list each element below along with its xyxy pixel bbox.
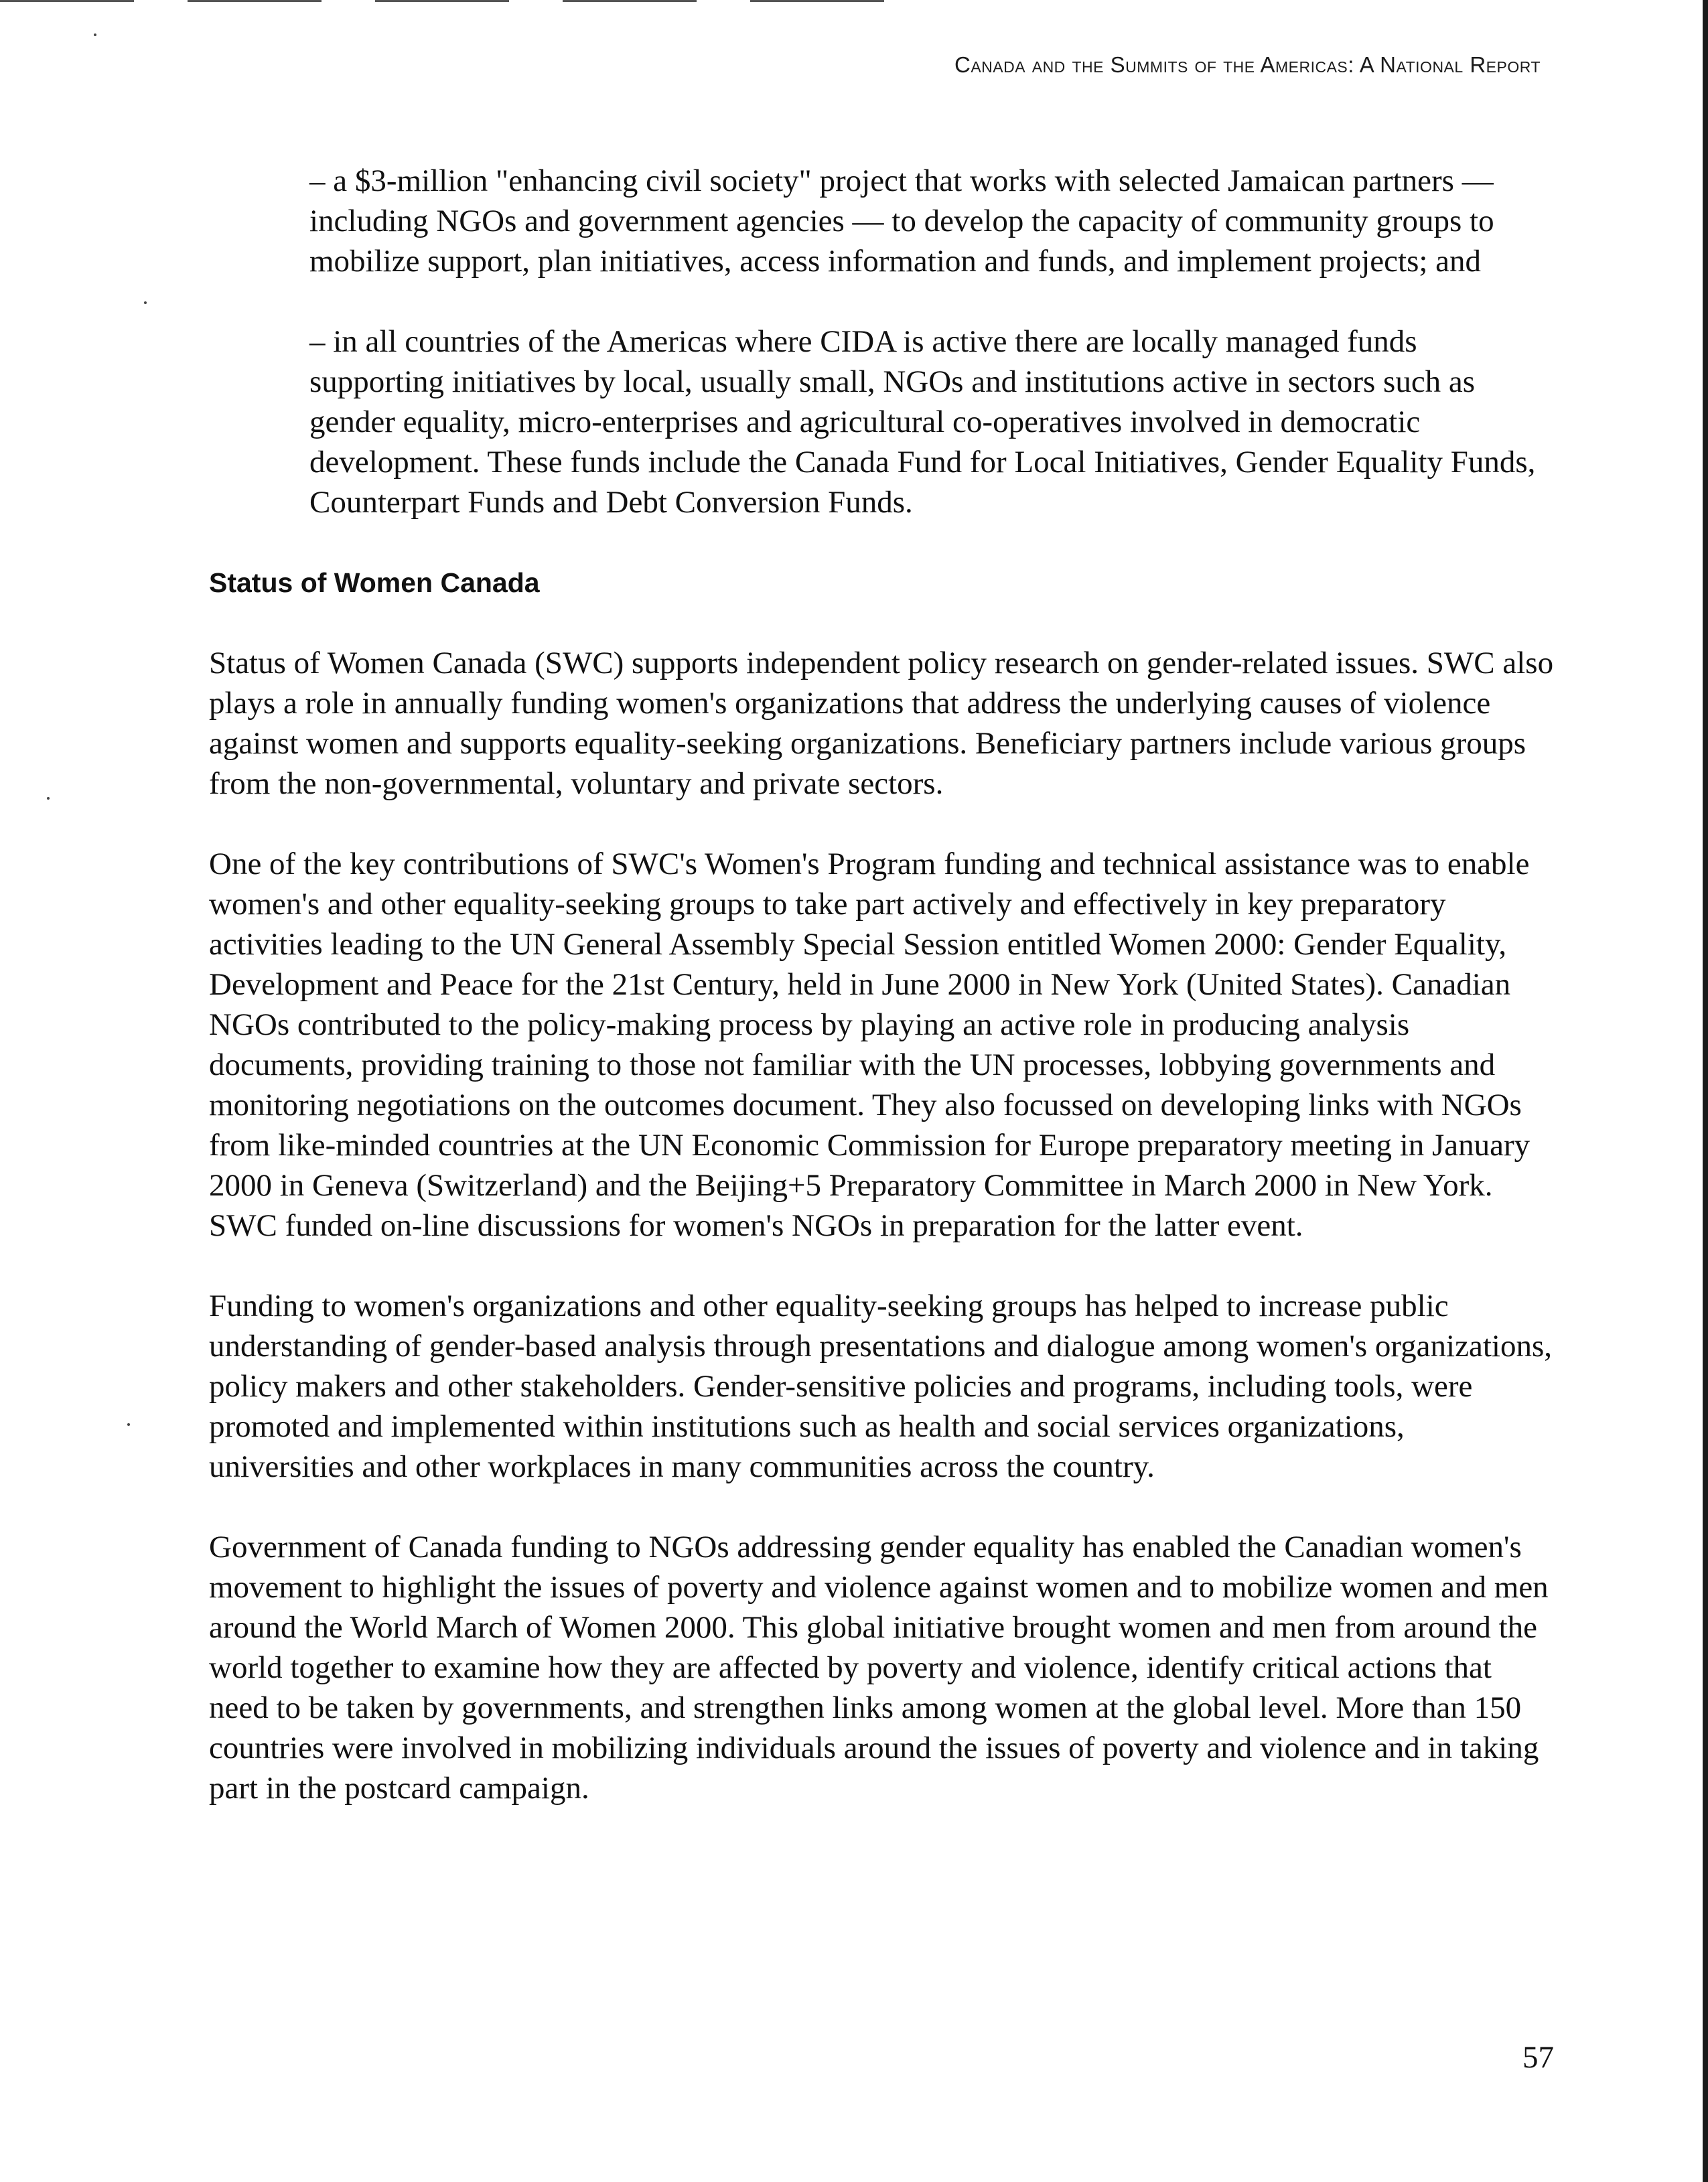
paragraph: Funding to women's organizations and other equality-seeking groups has helped to increase public understanding of gender-based analysis through presentations and dialogue among women's organizations, policy makers and other stakeholders. Gender-sensitive policies and programs, including tools, were promoted and implemented within institutions such as health and social services organizations, universities and other workplaces in many communities across the country. xyxy=(209,1289,1552,1484)
page-body xyxy=(209,161,1555,1848)
bullet-item: – in all countries of the Americas where CIDA is active there are locally managed funds supporting initiatives by local, usually small, NGOs and institutions active in sectors such as gender equality, micro-enterprises and agricultural co-operatives involved in democratic development. These funds include the Canada Fund for Local Initiatives, Gender Equality Funds, Counterpart Funds and Debt Conversion Funds. xyxy=(309,324,1536,520)
page-number: 57 xyxy=(1522,2040,1554,2075)
scan-speck xyxy=(127,1423,130,1426)
scan-border-top xyxy=(0,0,911,2)
paragraph: Status of Women Canada (SWC) supports independent policy research on gender-related issues. SWC also plays a role in annually funding women's organizations that address the underlying causes of violence against women and supports equality-seeking organizations. Beneficiary partners include various groups from the non-governmental, voluntary and private sectors. xyxy=(209,646,1554,801)
scan-border-right xyxy=(1703,0,1708,2182)
scan-speck xyxy=(94,33,96,36)
section-heading: Status of Women Canada xyxy=(209,567,540,598)
scan-speck xyxy=(144,301,147,304)
scan-speck xyxy=(47,797,50,800)
paragraph: One of the key contributions of SWC's Women's Program funding and technical assistance was to enable women's and other equality-seeking groups to take part actively and effectively in key preparatory activities leading to the UN General Assembly Special Session entitled Women 2000: Gender Equality, Development and Peace for the 21st Century, held in June 2000 in New York (United States). Canadian NGOs contributed to the policy-making process by playing an active role in producing analysis documents, providing training to those not familiar with the UN processes, lobbying governments and monitoring negotiations on the outcomes document. They also focussed on developing links with NGOs from like-minded countries at the UN Economic Commission for Europe preparatory meeting in January 2000 in Geneva (Switzerland) and the Beijing+5 Preparatory Committee in March 2000 in New York. SWC funded on-line discussions for women's NGOs in preparation for the latter event. xyxy=(209,847,1531,1243)
paragraph: Government of Canada funding to NGOs addressing gender equality has enabled the Canadian women's movement to highlight the issues of poverty and violence against women and to mobilize women and men around the World March of Women 2000. This global initiative brought women and men from around the world together to examine how they are affected by poverty and violence, identify critical actions that need to be taken by governments, and strengthen links among women at the global level. More than 150 countries were involved in mobilizing individuals around the issues of poverty and violence and in taking part in the postcard campaign. xyxy=(209,1530,1549,1806)
bullet-item: – a $3-million "enhancing civil society" project that works with selected Jamaican partners — including NGOs and government agencies — to develop the capacity of community groups to mobilize support, plan initiatives, access information and funds, and implement projects; and xyxy=(309,163,1494,279)
running-header: Canada and the Summits of the Americas: A National Report xyxy=(954,52,1541,77)
